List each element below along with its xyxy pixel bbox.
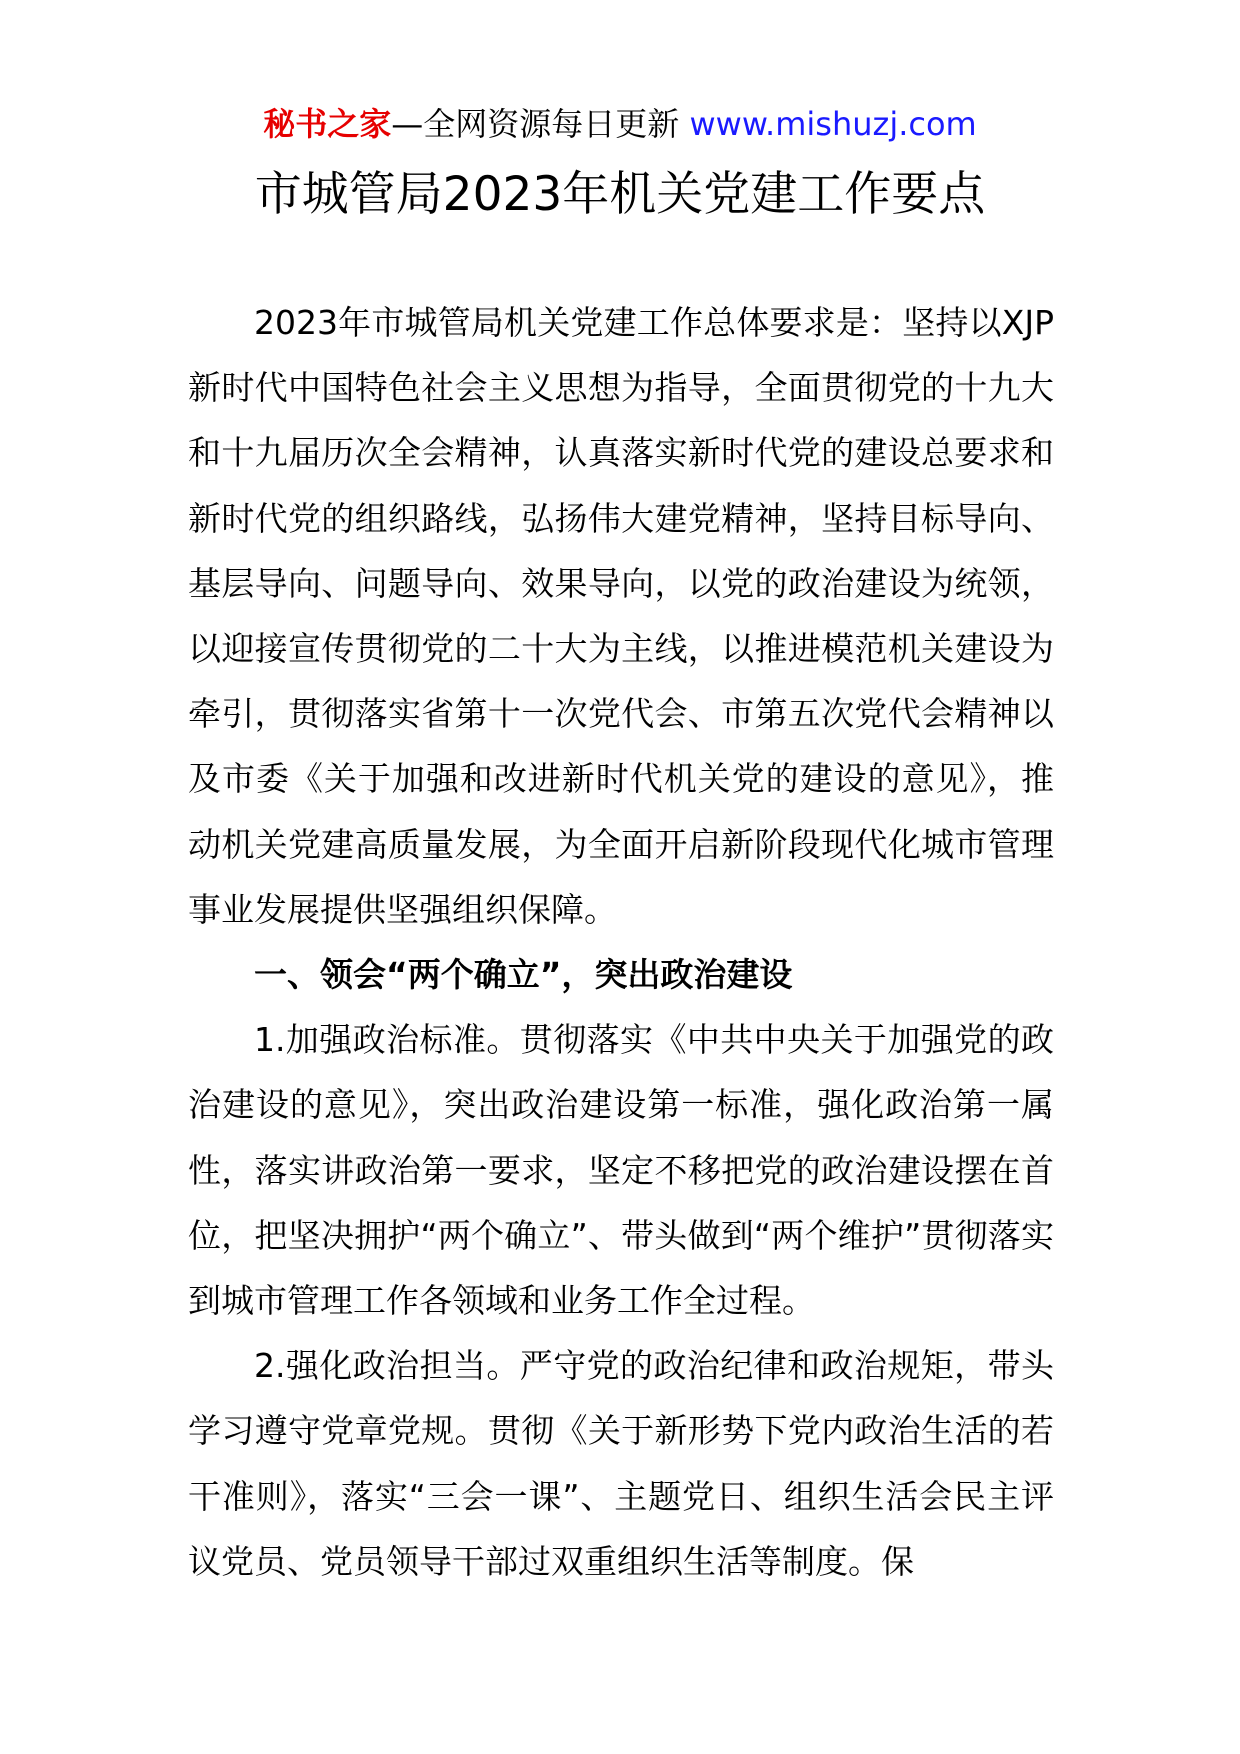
document-title: 市城管局2023年机关党建工作要点 bbox=[254, 167, 986, 222]
intro-paragraph: 2023年市城管局机关党建工作总体要求是：坚持以XJP新时代中国特色社会主义思想为指导，全面贯彻党的十九大和十九届历次全会精神，认真落实新时代党的建设总要求和新时代党的组织路线，弘扬伟大建党精神，坚持目标导向、基层导向、问题导向、效果导向，以党的政治建设为统领，以迎接宣传贯彻党的二十大为主线，以推进模范机关建设为牵引，贯彻落实省第十一次党代会、市第五次党代会精神以及市委《关于加强和改进新时代机关党的建设的意见》，推动机关党建高质量发展，为全面开启新阶段现代化城市管理事业发展提供坚强组织保障。 bbox=[188, 303, 1054, 929]
body-paragraph: 1.加强政治标准。贯彻落实《中共中央关于加强党的政治建设的意见》，突出政治建设第一标准，强化政治第一属性，落实讲政治第一要求，坚定不移把党的政治建设摆在首位，把坚决拥护“两个确立”、带头做到“两个维护”贯彻落实到城市管理工作各领域和业务工作全过程。 bbox=[188, 1020, 1054, 1321]
body-paragraph: 2.强化政治担当。严守党的政治纪律和政治规矩，带头学习遵守党章党规。贯彻《关于新形势下党内政治生活的若干准则》，落实“三会一课”、主题党日、组织生活会民主评议党员、党员领导干部过双重组织生活等制度。保 bbox=[188, 1346, 1054, 1581]
site-header bbox=[0, 100, 1240, 148]
section-heading: 一、领会“两个确立”，突出政治建设 bbox=[254, 955, 793, 995]
document-body bbox=[188, 290, 1054, 1594]
site-url-link[interactable]: www.mishuzj.com bbox=[689, 105, 977, 143]
site-brand: 秘书之家 bbox=[263, 105, 392, 143]
site-slogan: —全网资源每日更新 bbox=[391, 105, 680, 143]
